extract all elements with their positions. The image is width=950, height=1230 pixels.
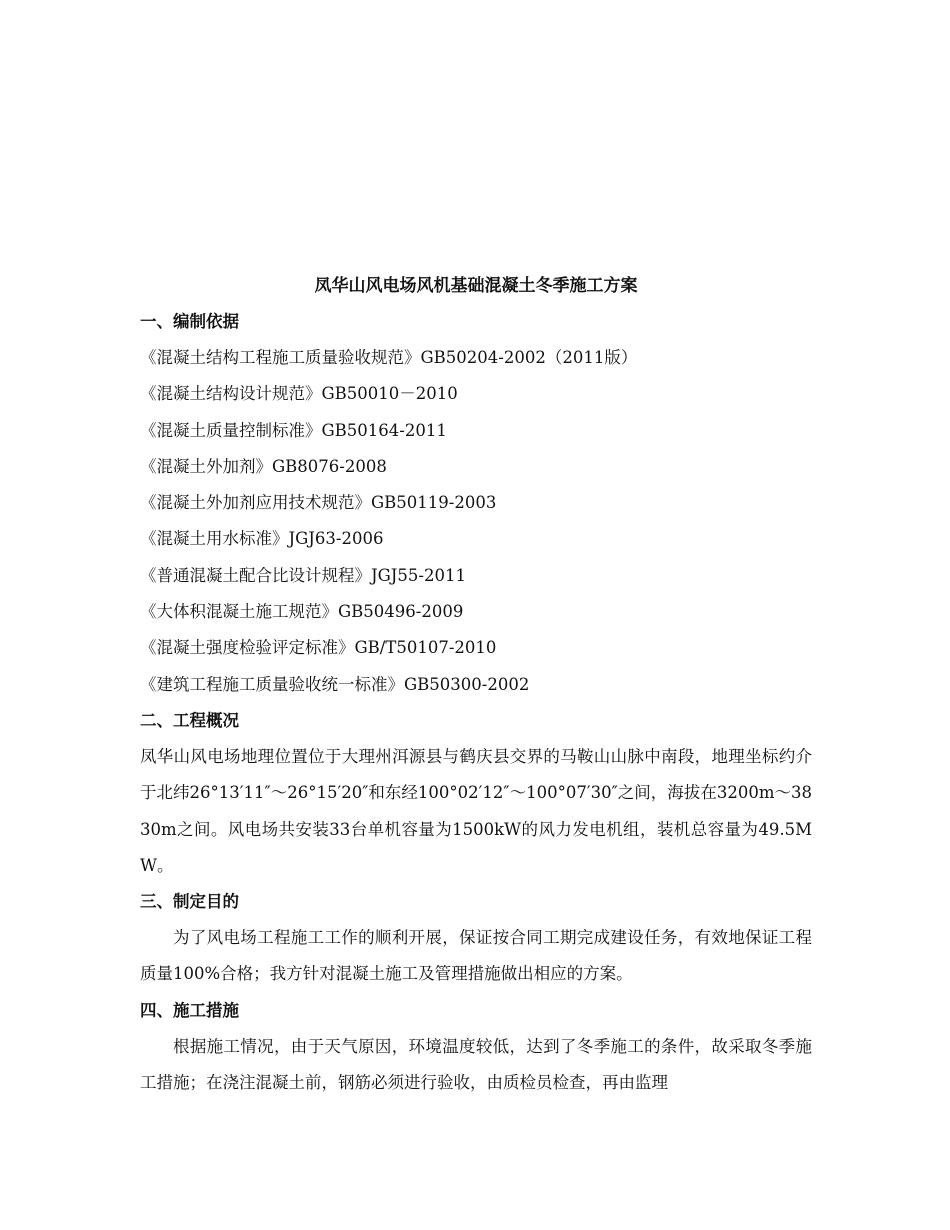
reference-item: 《混凝土结构设计规范》GB50010－2010 — [140, 384, 458, 404]
document-title: 凤华山风电场风机基础混凝土冬季施工方案 — [314, 276, 638, 296]
section-heading-measures: 四、施工措施 — [140, 1000, 239, 1020]
reference-item: 《混凝土外加剂》GB8076-2008 — [140, 456, 387, 476]
purpose-paragraph: 为了风电场工程施工工作的顺利开展，保证按合同工期完成建设任务，有效地保证工程质量100%合格；我方针对混凝土施工及管理措施做出相应的方案。 — [140, 928, 812, 984]
section-heading-overview: 二、工程概况 — [140, 710, 239, 730]
section-heading-basis: 一、编制依据 — [140, 312, 239, 331]
document-body — [140, 268, 812, 1101]
reference-list — [140, 340, 812, 703]
reference-item: 《普通混凝土配合比设计规程》JGJ55-2011 — [140, 565, 466, 585]
reference-item: 《混凝土用水标准》JGJ63-2006 — [140, 529, 384, 549]
measures-paragraph: 根据施工情况，由于天气原因，环境温度较低，达到了冬季施工的条件，故采取冬季施工措施；在浇注混凝土前，钢筋必须进行验收，由质检员检查，再由监理 — [140, 1036, 812, 1093]
reference-item: 《建筑工程施工质量验收统一标准》GB50300-2002 — [140, 674, 530, 694]
reference-item: 《混凝土外加剂应用技术规范》GB50119-2003 — [140, 493, 497, 513]
overview-paragraph: 凤华山风电场地理位置位于大理州洱源县与鹤庆县交界的马鞍山山脉中南段，地理坐标约介于北纬26°13′11″～26°15′20″和东经100°02′12″～100°07′30″之间，海拔在3200m～3830m之间。风电场共安装33台单机容量为1500kW的风力发电机组，装机总容量为49.5MW。 — [140, 746, 812, 875]
reference-item: 《大体积混凝土施工规范》GB50496-2009 — [140, 602, 464, 622]
reference-item: 《混凝土强度检验评定标准》GB/T50107-2010 — [140, 638, 497, 658]
reference-item: 《混凝土质量控制标准》GB50164-2011 — [140, 420, 447, 440]
section-heading-purpose: 三、制定目的 — [140, 892, 239, 912]
reference-item: 《混凝土结构工程施工质量验收规范》GB50204-2002（2011版） — [140, 348, 638, 367]
